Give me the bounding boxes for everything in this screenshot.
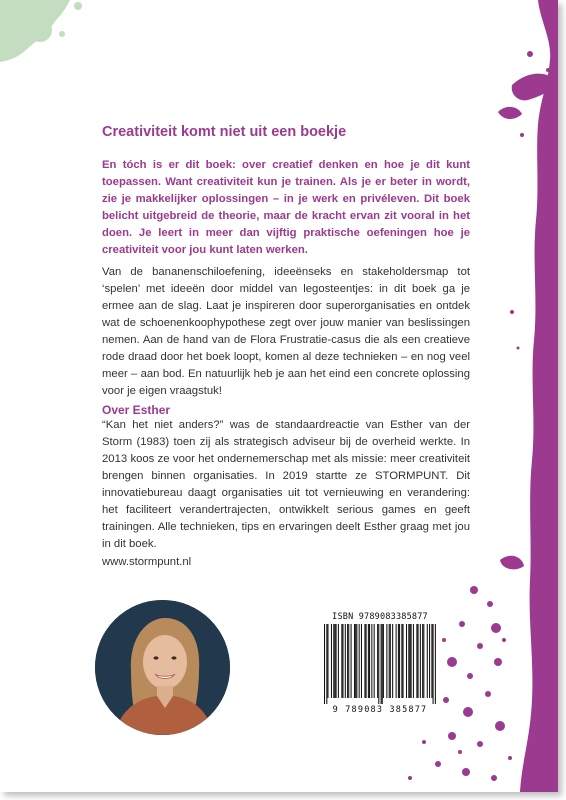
body-paragraph: Van de bananenschiloefening, ideeënseks en stakeholdersmap tot ‘spelen’ met ideeën door middel van legosteentjes: in dit boek ga je ermee aan de slag. Laat je inspireren door superorganisaties en ontdek wat de schoenenkoophypothese zegt over jouw manier van beslissingen nemen. Aan de hand van de Flora Frustratie-casus die als een creatieve rode draad door het boek loopt, komen al deze technieken – en nog veel meer – aan bod. En natuurlijk heb je aan het eind een concrete oplossing voor je eigen vraagstuk! [102,266,470,397]
barcode-bar [433,624,434,704]
barcode-bar [431,624,432,698]
barcode-bar [356,624,357,698]
barcode-bar [389,624,390,698]
barcode-bar [374,624,375,698]
author-photo [95,600,230,735]
barcode-bar [392,624,393,698]
barcode-bar [333,624,334,698]
barcode-bar [326,624,327,704]
barcode-bar [383,624,384,698]
barcode-bar [351,624,352,698]
barcode-bar [396,624,397,698]
barcode-bar [347,624,348,698]
green-paint-splash-icon [0,0,82,62]
barcode-bar [429,624,430,698]
intro-paragraph: En tóch is er dit boek: over creatief denken en hoe je dit kunt toepassen. Want creativiteit kun je trainen. Als je er beter in wordt, zie je makkelijker oplossingen – in je werk en privéleven. Dit boek belicht uitgebreid de theorie, maar de kracht ervan zit vooral in het doen. Je leert in meer dan vijftig praktische oefeningen hoe je creativiteit voor jou kunt laten werken. [102,159,470,256]
barcode-bar [348,624,349,698]
barcode-bar [382,624,383,704]
barcode-bar [327,624,328,698]
barcode-bar [413,624,414,698]
barcode-bar [401,624,402,698]
barcode-bar [403,624,404,698]
barcode-bar [341,624,342,698]
barcode [320,612,440,716]
barcode-bar [331,624,332,698]
cover-title: Creativiteit komt niet uit een boekje [102,124,347,140]
barcode-bar [409,624,410,698]
barcode-bar [371,624,372,698]
barcode-bar [420,624,421,698]
barcode-bar [364,624,365,698]
barcode-bar [418,624,419,698]
barcode-bar [355,624,356,698]
barcode-bar [342,624,343,698]
barcode-bar [338,624,339,698]
barcode-bar [423,624,424,698]
barcode-bar [334,624,335,698]
barcode-bar [416,624,417,698]
barcode-bar [324,624,325,704]
barcode-bar [368,624,369,698]
barcode-bar [354,624,355,698]
barcode-bar [427,624,428,698]
barcode-bar [390,624,391,698]
isbn-label: ISBN 9789083385877 [332,612,428,622]
barcode-bar [406,624,407,698]
barcode-bar [361,624,362,698]
barcode-bar [345,624,346,698]
barcode-bar [381,624,382,704]
portrait-photo-icon [95,600,230,735]
barcode-bar [408,624,409,698]
barcode-bar [398,624,399,698]
barcode-bar [336,624,337,698]
barcode-bar [366,624,367,698]
barcode-bar [411,624,412,698]
barcode-bar [378,624,379,704]
barcode-bar [369,624,370,698]
website-url: www.stormpunt.nl [102,556,192,568]
about-section [102,417,470,562]
about-heading: Over Esther [102,403,171,417]
barcode-bar [435,624,436,704]
barcode-bar [359,624,360,698]
barcode-digits: 9 789083 385877 [332,705,428,715]
barcode-bar [386,624,387,698]
barcode-bar [422,624,423,698]
barcode-bar [399,624,400,698]
barcode-bars [324,624,436,704]
barcode-bar [377,624,378,698]
about-paragraph: “Kan het niet anders?” was de standaardreactie van Esther van der Storm (1983) toen zij als strategisch adviseur bij de overheid werkte. In 2013 koos ze voor het ondernemerschap met als missie: meer creativiteit brengen binnen organisaties. In 2019 startte ze STORMPUNT. Dit innovatiebureau daagt organisaties uit tot vernieuwing en verandering: het faciliteert verandertrajecten, ontwikkelt serious games en geeft trainingen. Alle technieken, tips en ervaringen deelt Esther graag met jou in dit boek. [102,419,470,550]
